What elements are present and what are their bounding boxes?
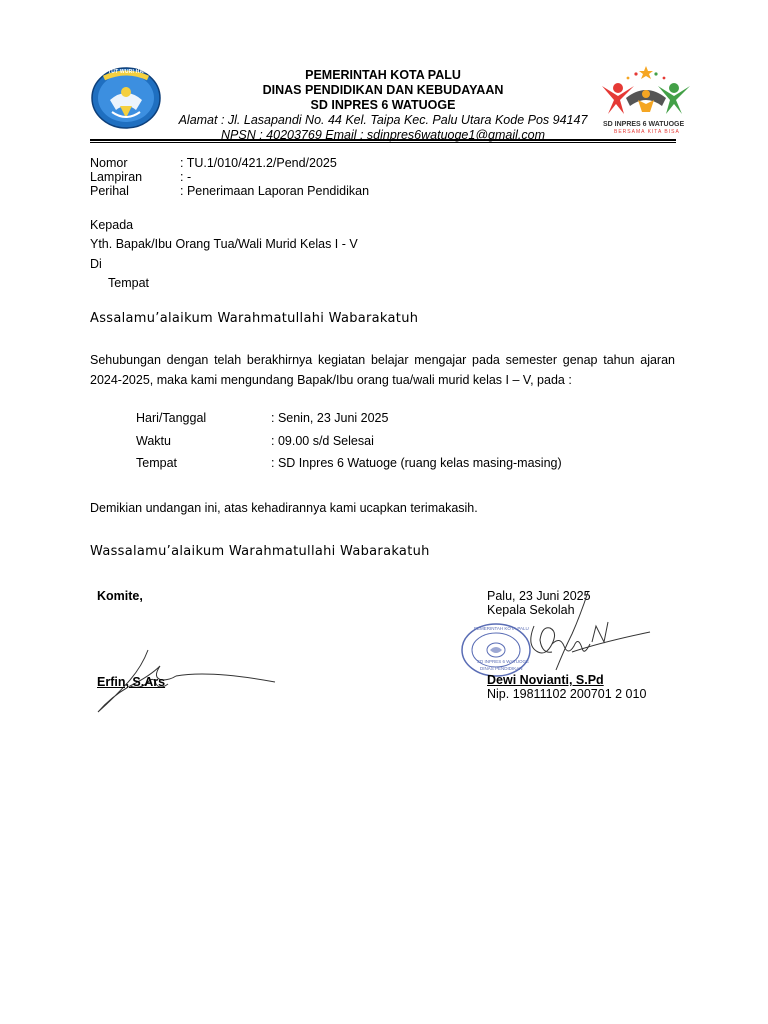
komite-title: Komite, <box>97 589 143 603</box>
recipient-tempat: Tempat <box>108 276 149 290</box>
sign-place-date: Palu, 23 Juni 2025 <box>487 589 591 603</box>
letterhead-line2: DINAS PENDIDIKAN DAN KEBUDAYAAN <box>262 83 504 97</box>
detail-value: : 09.00 s/d Selesai <box>271 434 374 448</box>
letterhead-rule-thick <box>90 139 676 141</box>
headmaster-signature <box>512 586 652 676</box>
recipient-di: Di <box>90 257 102 271</box>
opening-greeting: Assalamu’alaikum Warahmatullahi Wabarakatuh <box>90 311 419 326</box>
komite-name: Erfin, S.Ars <box>97 675 166 689</box>
lampiran-label: Lampiran <box>90 170 143 184</box>
headmaster-nip: Nip. 19811102 200701 2 010 <box>487 687 647 701</box>
lampiran-value: : - <box>180 170 192 184</box>
letterhead-contact: NPSN : 40203769 Email : sdinpres6watuoge1@gmail.com <box>221 128 545 142</box>
letterhead-rule-thin <box>90 142 676 143</box>
tut-wuri-logo-text: TUT WURI HANDAYANI <box>108 69 167 75</box>
letterhead-line3: SD INPRES 6 WATUOGE <box>310 98 456 112</box>
detail-label: Waktu <box>136 434 171 448</box>
stamp-bottom-text: DINAS PENDIDIKAN <box>480 666 523 671</box>
closing-greeting: Wassalamu’alaikum Warahmatullahi Wabarakatuh <box>90 544 430 559</box>
sign-title: Kepala Sekolah <box>487 603 575 617</box>
stamp-top-text: PEMERINTAH KOTA PALU <box>474 626 529 631</box>
closing-paragraph: Demikian undangan ini, atas kehadirannya kami ucapkan terimakasih. <box>90 501 478 515</box>
nomor-value: : TU.1/010/421.2/Pend/2025 <box>180 156 337 170</box>
recipient-yth: Yth. Bapak/Ibu Orang Tua/Wali Murid Kelas I - V <box>90 237 358 251</box>
stamp-center-text: SD INPRES 6 WATUOGE <box>477 659 530 664</box>
detail-label: Hari/Tanggal <box>136 411 207 425</box>
letterhead-line1: PEMERINTAH KOTA PALU <box>305 68 461 82</box>
recipient-kepada: Kepada <box>90 218 134 232</box>
letterhead <box>150 68 616 143</box>
detail-label: Tempat <box>136 456 177 470</box>
perihal-value: : Penerimaan Laporan Pendidikan <box>180 184 370 198</box>
detail-value: : SD Inpres 6 Watuoge (ruang kelas masing-masing) <box>271 456 562 470</box>
school-logo-tagline: BERSAMA KITA BISA <box>614 129 680 135</box>
nomor-label: Nomor <box>90 156 128 170</box>
school-logo-name: SD INPRES 6 WATUOGE <box>603 121 685 128</box>
detail-value: : Senin, 23 Juni 2025 <box>271 411 389 425</box>
headmaster-name: Dewi Novianti, S.Pd <box>487 673 604 687</box>
letterhead-address: Alamat : Jl. Lasapandi No. 44 Kel. Taipa Kec. Palu Utara Kode Pos 94147 <box>178 113 588 127</box>
perihal-label: Perihal <box>90 184 129 198</box>
body-paragraph: Sehubungan dengan telah berakhirnya kegiatan belajar mengajar pada semester genap tahun ajaran 2024-2025, maka kami mengundang Bapak/Ibu orang tua/wali murid kelas I – V, pada : <box>90 353 675 387</box>
